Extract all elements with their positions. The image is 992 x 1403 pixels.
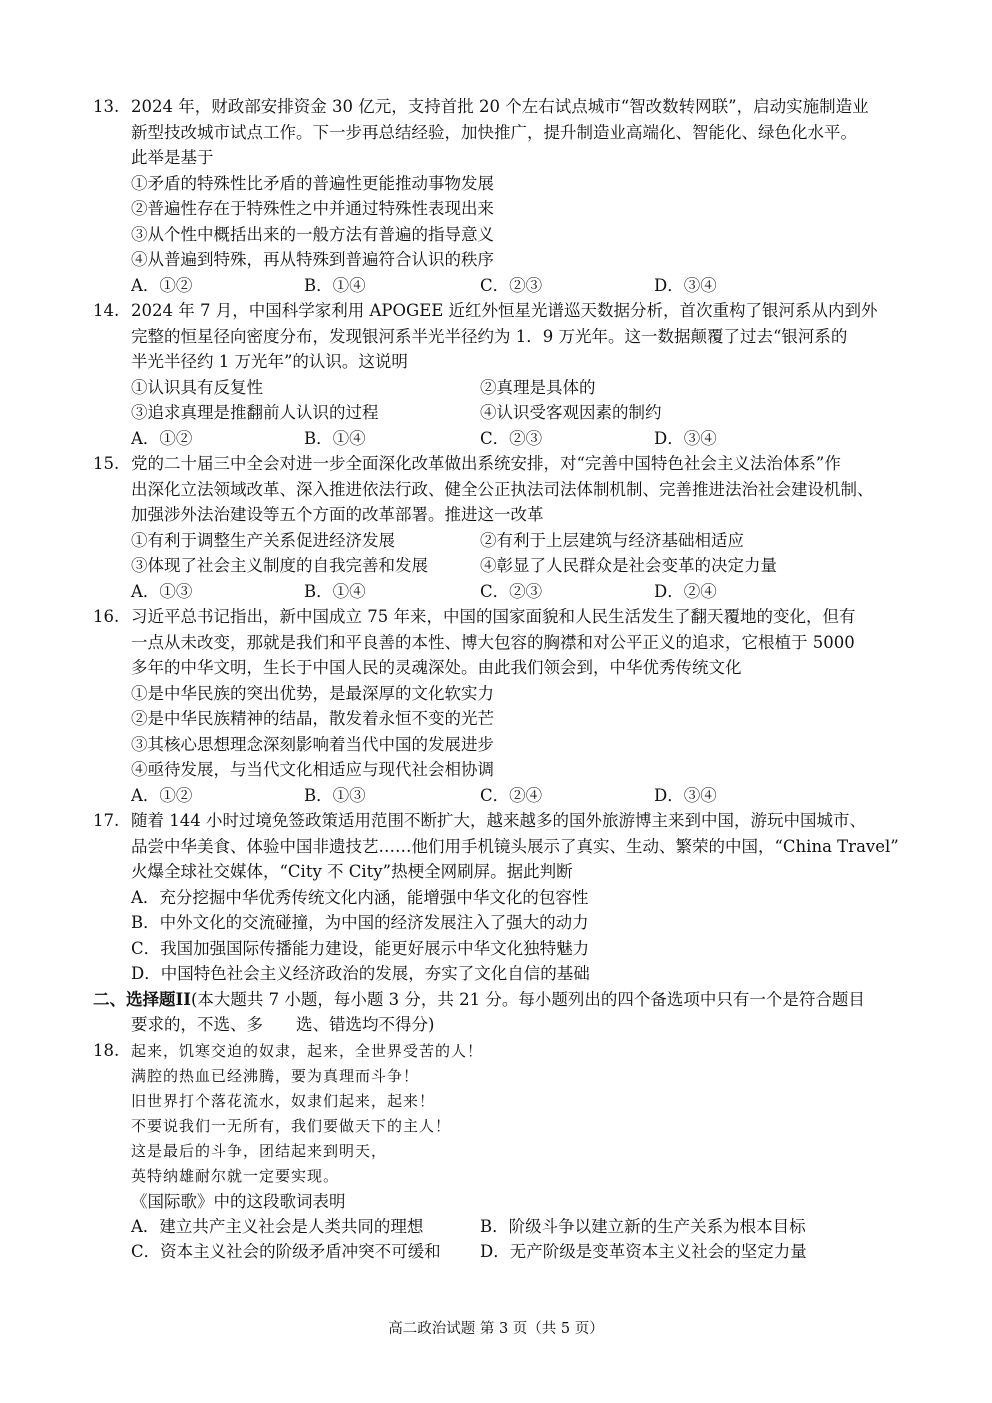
question-13-option-b: B．①④ <box>304 276 366 295</box>
question-15-option-b: B．①④ <box>304 582 366 601</box>
question-18-option-a: A．建立共产主义社会是人类共同的理想 <box>131 1217 424 1236</box>
question-18-option-d: D．无产阶级是变革资本主义社会的坚定力量 <box>480 1242 807 1261</box>
question-14-statement: ①认识具有反复性 <box>131 378 263 397</box>
question-14-stem-line: 半光半径约 1 万光年”的认识。这说明 <box>131 352 408 371</box>
lyric-line: 旧世界打个落花流水，奴隶们起来，起来！ <box>131 1092 436 1110</box>
question-14-option-b: B．①④ <box>304 429 366 448</box>
question-13-statement: ④从普遍到特殊，再从特殊到普遍符合认识的秩序 <box>131 250 494 269</box>
question-17-stem-line: 随着 144 小时过境免签政策适用范围不断扩大，越来越多的国外旅游博主来到中国，游玩中国城市、 <box>131 811 866 830</box>
question-14-statement: ④认识受客观因素的制约 <box>480 403 662 422</box>
question-15-statement: ②有利于上层建筑与经济基础相适应 <box>480 531 744 550</box>
question-16-number: 16. <box>93 607 120 626</box>
question-16-statement: ②是中华民族精神的结晶，散发着永恒不变的光芒 <box>131 709 494 728</box>
question-17-option-a: A．充分挖掘中华优秀传统文化内涵，能增强中华文化的包容性 <box>131 888 589 907</box>
page-footer: 高二政治试题 第 3 页（共 5 页） <box>388 1321 604 1337</box>
question-15-statement: ④彰显了人民群众是社会变革的决定力量 <box>480 556 777 575</box>
question-16-statement: ①是中华民族的突出优势，是最深厚的文化软实力 <box>131 684 494 703</box>
question-13-option-a: A．①② <box>131 276 193 295</box>
section-2-instructions-line2: 要求的，不选、多 选、错选均不得分) <box>131 1015 435 1034</box>
question-16-statement: ④亟待发展，与当代文化相适应与现代社会相协调 <box>131 760 494 779</box>
question-14-option-c: C．②③ <box>480 429 543 448</box>
question-13-statement: ②普遍性存在于特殊性之中并通过特殊性表现出来 <box>131 199 494 218</box>
question-14-option-d: D．③④ <box>654 429 717 448</box>
lyric-line: 满腔的热血已经沸腾，要为真理而斗争！ <box>131 1067 420 1085</box>
lyric-line: 起来，饥寒交迫的奴隶，起来，全世界受苦的人！ <box>131 1042 484 1060</box>
question-16-option-c: C．②④ <box>480 786 543 805</box>
question-16-option-a: A．①② <box>131 786 193 805</box>
question-17-option-b: B．中外文化的交流碰撞，为中国的经济发展注入了强大的动力 <box>131 913 589 932</box>
question-14-statement: ②真理是具体的 <box>480 378 596 397</box>
question-15-option-a: A．①③ <box>131 582 193 601</box>
question-13-statement: ③从个性中概括出来的一般方法有普遍的指导意义 <box>131 225 494 244</box>
question-14-stem-line: 2024 年 7 月，中国科学家利用 APOGEE 近红外恒星光谱巡天数据分析，首次重构了银河系从内到外 <box>131 301 878 320</box>
question-16-stem-line: 一点从未改变，那就是我们和平良善的本性、博大包容的胸襟和对公平正义的追求，它根植于 5000 <box>131 633 855 652</box>
question-18-stem: 《国际歌》中的这段歌词表明 <box>131 1192 346 1211</box>
section-2-heading: 二、选择题II <box>93 990 191 1009</box>
lyric-line: 这是最后的斗争，团结起来到明天， <box>131 1142 388 1160</box>
lyric-line: 英特纳雄耐尔就一定要实现。 <box>131 1167 340 1185</box>
question-15-statement: ③体现了社会主义制度的自我完善和发展 <box>131 556 428 575</box>
question-17-number: 17. <box>93 811 120 830</box>
question-17-option-c: C．我国加强国际传播能力建设，能更好展示中华文化独特魅力 <box>131 939 590 958</box>
question-17-stem-line: 品尝中华美食、体验中国非遗技艺……他们用手机镜头展示了真实、生动、繁荣的中国，“China Travel” <box>131 837 899 856</box>
question-16-statement: ③其核心思想理念深刻影响着当代中国的发展进步 <box>131 735 494 754</box>
question-14-stem-line: 完整的恒星径向密度分布，发现银河系半光半径约为 1．9 万光年。这一数据颠覆了过去“银河系的 <box>131 327 848 346</box>
question-17-option-d: D．中国特色社会主义经济政治的发展，夯实了文化自信的基础 <box>131 964 590 983</box>
question-14-option-a: A．①② <box>131 429 193 448</box>
lyric-line: 不要说我们一无所有，我们要做天下的主人！ <box>131 1117 452 1135</box>
question-15-number: 15. <box>93 454 120 473</box>
question-16-option-d: D．③④ <box>654 786 717 805</box>
question-13-number: 13. <box>93 97 120 116</box>
question-18-option-b: B．阶级斗争以建立新的生产关系为根本目标 <box>480 1217 806 1236</box>
question-14-number: 14. <box>93 301 120 320</box>
question-13-stem-line: 此举是基于 <box>131 148 214 167</box>
question-16-stem-line: 多年的中华文明，生长于中国人民的灵魂深处。由此我们领会到，中华优秀传统文化 <box>131 658 742 677</box>
section-2-header <box>93 988 865 1012</box>
question-15-option-d: D．②④ <box>654 582 717 601</box>
question-15-stem-line: 加强涉外法治建设等五个方面的改革部署。推进这一改革 <box>131 505 544 524</box>
question-16-option-b: B．①③ <box>304 786 366 805</box>
question-13-option-d: D．③④ <box>654 276 717 295</box>
question-15-stem-line: 出深化立法领域改革、深入推进依法行政、健全公正执法司法体制机制、完善推进法治社会建设机制、 <box>131 480 874 499</box>
question-14-statement: ③追求真理是推翻前人认识的过程 <box>131 403 379 422</box>
question-18-option-c: C．资本主义社会的阶级矛盾冲突不可缓和 <box>131 1242 441 1261</box>
section-2-instructions: (本大题共 7 小题，每小题 3 分，共 21 分。每小题列出的四个备选项中只有一个是符合题目 <box>190 990 865 1009</box>
question-17-stem-line: 火爆全球社交媒体，“City 不 City”热梗全网刷屏。据此判断 <box>131 862 573 881</box>
question-15-statement: ①有利于调整生产关系促进经济发展 <box>131 531 395 550</box>
question-18-number: 18. <box>93 1041 120 1060</box>
question-15-stem-line: 党的二十届三中全会对进一步全面深化改革做出系统安排，对“完善中国特色社会主义法治体系”作 <box>131 454 841 473</box>
question-13-stem-line: 新型技改城市试点工作。下一步再总结经验，加快推广，提升制造业高端化、智能化、绿色化水平。 <box>131 123 857 142</box>
question-16-stem-line: 习近平总书记指出，新中国成立 75 年来，中国的国家面貌和人民生活发生了翻天覆地的变化，但有 <box>131 607 856 626</box>
question-13-option-c: C．②③ <box>480 276 543 295</box>
question-15-option-c: C．②③ <box>480 582 543 601</box>
question-13-stem-line: 2024 年，财政部安排资金 30 亿元，支持首批 20 个左右试点城市“智改数转网联”，启动实施制造业 <box>131 97 869 116</box>
question-13-statement: ①矛盾的特殊性比矛盾的普遍性更能推动事物发展 <box>131 174 494 193</box>
